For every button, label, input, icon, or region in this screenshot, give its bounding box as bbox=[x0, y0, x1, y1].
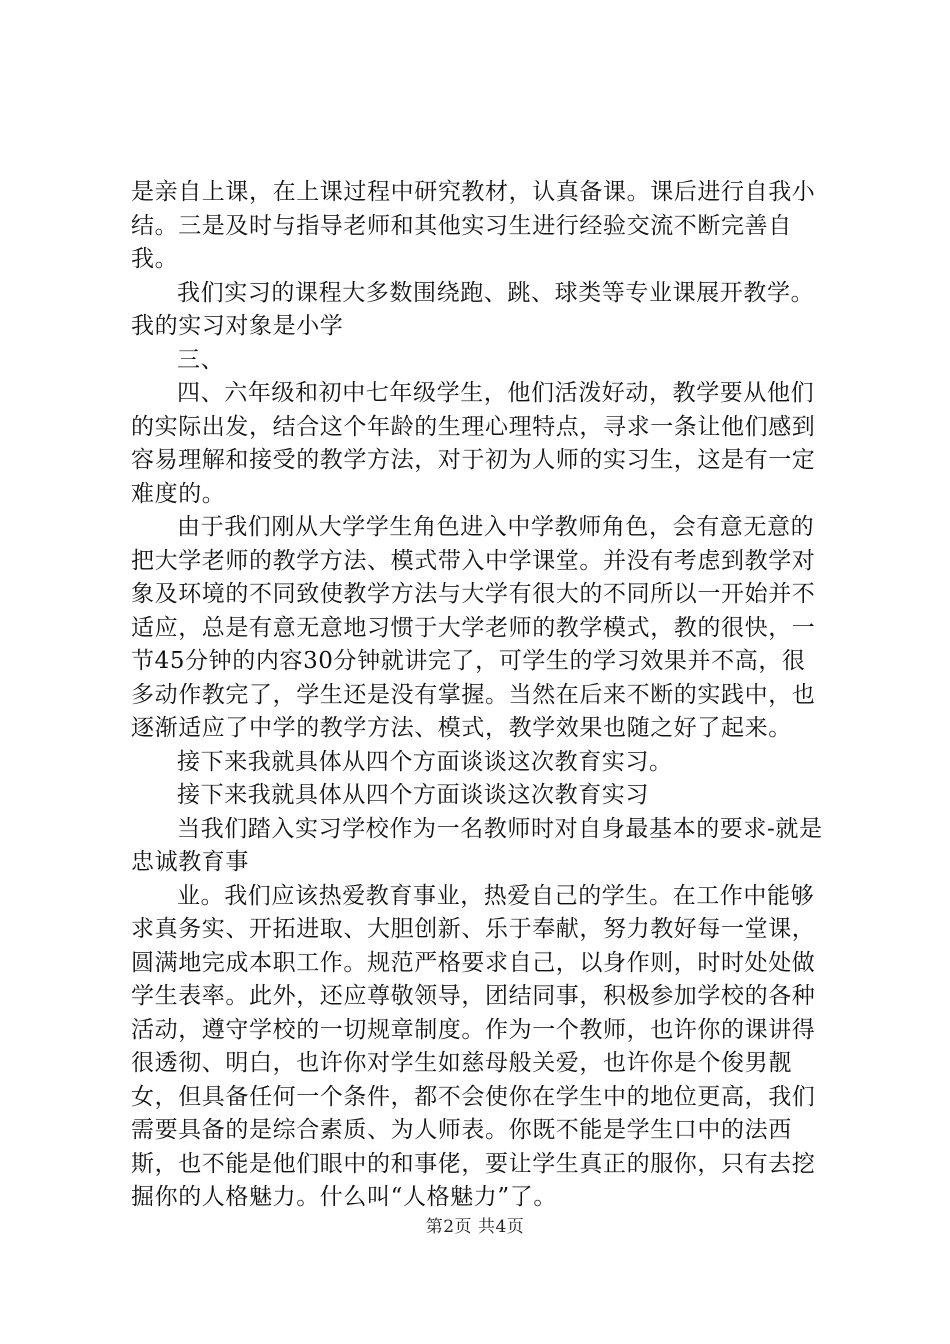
paragraph-6: 接下来我就具体从四个方面谈谈这次教育实习。 bbox=[177, 748, 673, 775]
document-body bbox=[131, 176, 826, 1215]
paragraph-3: 三、 bbox=[177, 346, 225, 373]
paragraph-9: 业。我们应该热爱教育事业，热爱自己的学生。在工作中能够求真务实、开拓进取、大胆创新、乐于奉献，努力教好每一堂课，圆满地完成本职工作。规范严格要求自己，以身作则，时时处处做学生表率。此外，还应尊敬领导，团结同事，积极参加学校的各种活动，遵守学校的一切规章制度。作为一个教师，也许你的课讲得很透彻、明白，也许你对学生如慈母般关爱，也许你是个俊男靓女，但具备任何一个条件，都不会使你在学生中的地位更高，我们需要具备的是综合素质、为人师表。你既不能是学生口中的法西斯，也不能是他们眼中的和事佬，要让学生真正的服你，只有去挖掘你的人格魅力。什么叫“人格魅力”了。 bbox=[131, 882, 816, 1210]
paragraph-5: 由于我们刚从大学学生角色进入中学教师角色，会有意无意的把大学老师的教学方法、模式带入中学课堂。并没有考虑到教学对象及环境的不同致使教学方法与大学有很大的不同所以一开始并不适应，总是有意无意地习惯于大学老师的教学模式，教的很快，一节45分钟的内容30分钟就讲完了，可学生的学习效果并不高，很多动作教完了，学生还是没有掌握。当然在后来不断的实践中，也逐渐适应了中学的教学方法、模式，教学效果也随之好了起来。 bbox=[131, 514, 816, 741]
paragraph-2: 我们实习的课程大多数围绕跑、跳、球类等专业课展开教学。我的实习对象是小学 bbox=[131, 279, 815, 339]
paragraph-7: 接下来我就具体从四个方面谈谈这次教育实习 bbox=[177, 782, 649, 808]
paragraph-1: 是亲自上课，在上课过程中研究教材，认真备课。课后进行自我小结。三是及时与指导老师和其他实习生进行经验交流不断完善自我。 bbox=[131, 179, 816, 272]
paragraph-4: 四、六年级和初中七年级学生，他们活泼好动，教学要从他们的实际出发，结合这个年龄的生理心理特点，寻求一条让他们感到容易理解和接受的教学方法，对于初为人师的实习生，这是有一定难度的。 bbox=[131, 380, 816, 507]
paragraph-8: 当我们踏入实习学校作为一名教师时对自身最基本的要求-就是忠诚教育事 bbox=[131, 815, 823, 875]
page-number-footer: 第2页 共4页 bbox=[425, 1217, 525, 1237]
